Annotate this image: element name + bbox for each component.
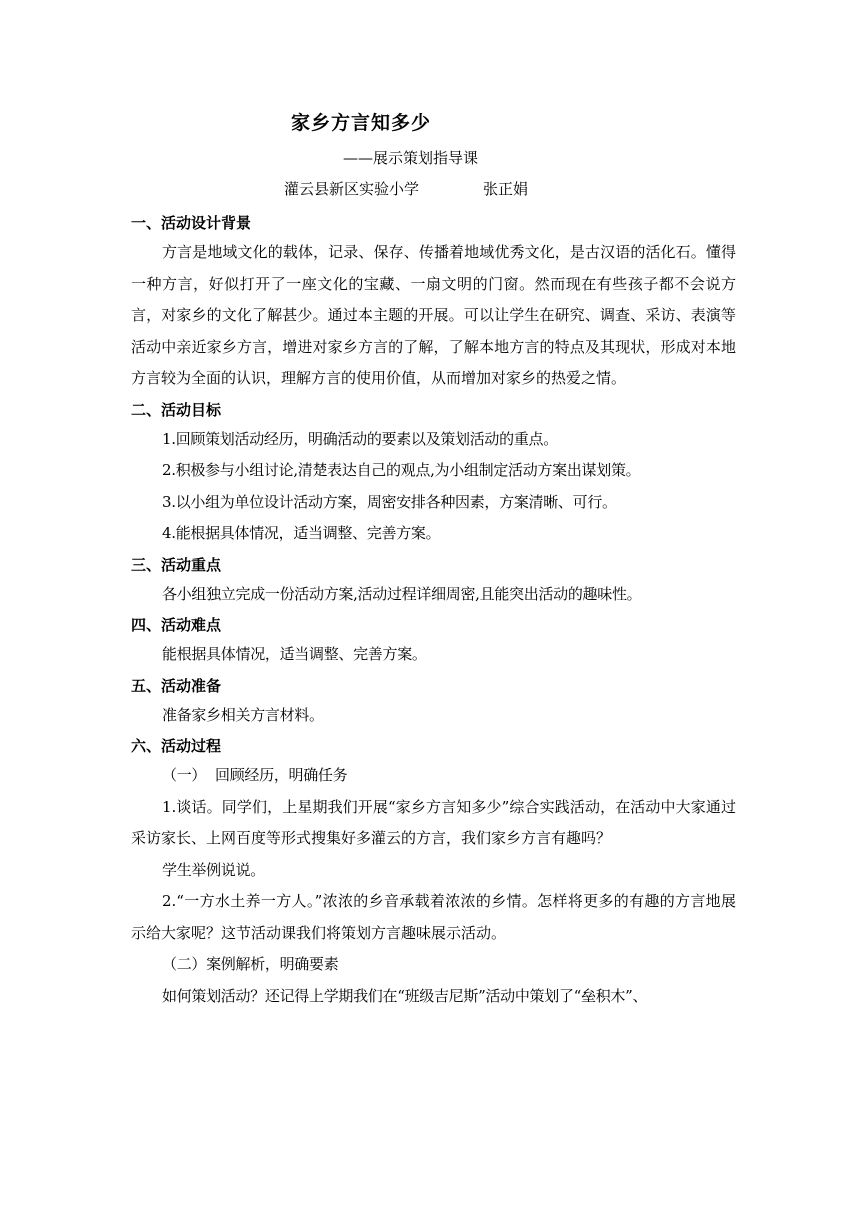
list-item: 3.以小组为单位设计活动方案，周密安排各种因素，方案清晰、可行。 [162, 492, 617, 511]
paragraph: 准备家乡相关方言材料。 [162, 705, 324, 724]
subsection-heading: （一） 回顾经历，明确任务 [162, 766, 348, 784]
school-name: 灌云县新区实验小学 [284, 180, 420, 198]
paragraph: 1.谈话。同学们，上星期我们开展“家乡方言知多少”综合实践活动，在活动中大家通过采访家长、上网百度等形式搜集好多灌云的方言，我们家乡方言有趣吗？ [131, 797, 736, 847]
paragraph: 学生举例说说。 [162, 860, 265, 879]
author-name: 张正娟 [483, 180, 529, 198]
section-heading: 五、活动准备 [131, 676, 222, 695]
list-item: 1.回顾策划活动经历，明确活动的要素以及策划活动的重点。 [162, 429, 558, 448]
paragraph: 各小组独立完成一份活动方案,活动过程详细周密,且能突出活动的趣味性。 [162, 584, 642, 603]
section-heading: 二、活动目标 [131, 400, 222, 419]
doc-author-line [284, 178, 528, 199]
paragraph: 如何策划活动？还记得上学期我们在“班级吉尼斯”活动中策划了“垒积木”、 [162, 986, 648, 1005]
section-heading: 六、活动过程 [131, 737, 222, 755]
subsection-heading: （二）案例解析，明确要素 [162, 955, 339, 973]
section-heading: 四、活动难点 [131, 616, 222, 634]
paragraph: 能根据具体情况，适当调整、完善方案。 [162, 645, 427, 663]
doc-body [131, 208, 736, 1012]
doc-title: 家乡方言知多少 [291, 112, 432, 134]
paragraph: 2.“一方水土养一方人。”浓浓的乡音承载着浓浓的乡情。怎样将更多的有趣的方言地展示给大家呢？这节活动课我们将策划方言趣味展示活动。 [131, 892, 736, 942]
list-item: 4.能根据具体情况，适当调整、完善方案。 [162, 524, 441, 542]
section-heading: 一、活动设计背景 [131, 214, 252, 232]
section-heading: 三、活动重点 [131, 555, 222, 574]
doc-subtitle: ——展示策划指导课 [343, 149, 479, 167]
paragraph: 方言是地域文化的载体，记录、保存、传播着地域优秀文化，是古汉语的活化石。懂得一种方言，好似打开了一座文化的宝藏、一扇文明的门窗。然而现在有些孩子都不会说方言，对家乡的文化了解甚少。通过本主题的开展。可以让学生在研究、调查、采访、表演等活动中亲近家乡方言，增进对家乡方言的了解，了解本地方言的特点及其现状，形成对本地方言较为全面的认识，理解方言的使用价值，从而增加对家乡的热爱之情。 [131, 243, 736, 387]
list-item: 2.积极参与小组讨论,清楚表达自己的观点,为小组制定活动方案出谋划策。 [162, 461, 641, 479]
